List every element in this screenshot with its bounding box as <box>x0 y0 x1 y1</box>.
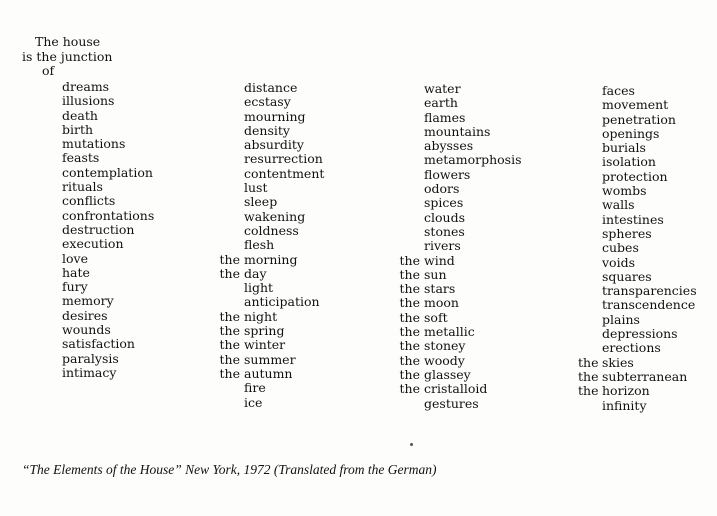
word: earth <box>424 95 458 111</box>
word-entry <box>196 253 324 267</box>
word-entry <box>578 141 697 155</box>
word-column-1 <box>42 80 154 380</box>
word-entry <box>42 294 154 308</box>
word: summer <box>244 351 296 367</box>
intro-phrase <box>0 35 130 79</box>
word-entry <box>196 181 324 195</box>
word: soft <box>424 309 448 325</box>
caption: “The Elements of the House” New York, 1972 (Translated from the German) <box>22 462 437 477</box>
word-entry <box>578 84 697 98</box>
word-entry <box>42 166 154 180</box>
word-entry <box>196 238 324 252</box>
word-entry <box>42 352 154 366</box>
article <box>196 238 244 252</box>
word-entry <box>578 270 697 284</box>
article <box>377 168 424 182</box>
word: feasts <box>62 150 100 166</box>
article <box>377 139 424 153</box>
word-entry <box>196 152 324 166</box>
word-entry <box>578 327 697 341</box>
article <box>196 295 244 309</box>
article <box>42 337 62 351</box>
article <box>578 213 602 227</box>
article <box>377 111 424 125</box>
word: water <box>424 81 461 96</box>
word-column-2 <box>196 81 324 410</box>
word-entry <box>377 239 522 253</box>
word-entry <box>578 341 697 355</box>
article: the <box>399 281 420 297</box>
word-entry <box>42 80 154 94</box>
article <box>42 352 62 366</box>
word-entry <box>42 94 154 108</box>
word: autumn <box>244 365 293 381</box>
article <box>578 284 602 298</box>
word: protection <box>602 168 668 184</box>
word-entry <box>377 354 522 368</box>
word: penetration <box>602 111 676 127</box>
word: stones <box>424 223 465 239</box>
word-entry <box>578 399 697 413</box>
article <box>377 125 424 139</box>
word: wind <box>424 252 455 268</box>
article <box>377 225 424 239</box>
word: sun <box>424 266 447 282</box>
word-entry <box>196 338 324 352</box>
word: transparencies <box>602 283 697 299</box>
article <box>42 280 62 294</box>
article: the <box>578 383 599 399</box>
word: wombs <box>602 183 647 199</box>
word-entry <box>42 280 154 294</box>
word-entry <box>377 196 522 210</box>
word-entry <box>578 155 697 169</box>
article <box>578 399 602 413</box>
word-entry <box>196 295 324 309</box>
word: winter <box>244 337 286 353</box>
article <box>42 323 62 337</box>
article: the <box>578 354 599 370</box>
article: the <box>399 266 420 282</box>
article <box>196 81 244 95</box>
word: love <box>62 250 88 266</box>
word-entry <box>377 282 522 296</box>
article <box>42 194 62 208</box>
article: the <box>219 323 240 339</box>
word: coldness <box>244 222 299 238</box>
word-entry <box>196 138 324 152</box>
word: metamorphosis <box>424 152 522 168</box>
word: wounds <box>62 322 111 338</box>
word: stoney <box>424 338 466 354</box>
word: execution <box>62 236 124 252</box>
word-entry <box>377 211 522 225</box>
word-entry <box>578 184 697 198</box>
article: the <box>219 251 240 267</box>
article <box>42 166 62 180</box>
article <box>196 181 244 195</box>
intro-line: The house <box>35 34 101 49</box>
word: faces <box>602 83 635 98</box>
article <box>196 124 244 138</box>
word: fury <box>62 279 88 295</box>
article: the <box>219 337 240 353</box>
article: the <box>578 368 599 384</box>
article: the <box>399 352 420 368</box>
word-entry <box>42 180 154 194</box>
article <box>42 109 62 123</box>
article: the <box>399 324 420 340</box>
word: mountains <box>424 123 491 139</box>
word-entry <box>196 167 324 181</box>
word: sleep <box>244 194 278 210</box>
article <box>196 167 244 181</box>
word: intestines <box>602 211 664 227</box>
word: depressions <box>602 326 678 342</box>
word-entry <box>377 254 522 268</box>
article <box>42 252 62 266</box>
word-entry <box>196 110 324 124</box>
word-entry <box>578 370 697 384</box>
word: movement <box>602 97 669 113</box>
word-entry <box>377 96 522 110</box>
word: spring <box>244 323 285 339</box>
word-entry <box>42 337 154 351</box>
article <box>578 84 602 98</box>
article <box>196 110 244 124</box>
article <box>196 95 244 109</box>
word-entry <box>377 368 522 382</box>
word: destruction <box>62 221 135 237</box>
word-entry <box>377 325 522 339</box>
word-entry <box>196 324 324 338</box>
word-entry <box>377 111 522 125</box>
word-entry <box>196 267 324 281</box>
article <box>578 298 602 312</box>
word-entry <box>42 151 154 165</box>
article <box>42 237 62 251</box>
word: walls <box>602 197 635 213</box>
article <box>377 153 424 167</box>
article <box>196 224 244 238</box>
article <box>578 113 602 127</box>
word-entry <box>578 284 697 298</box>
word: conflicts <box>62 193 116 209</box>
word-entry <box>377 311 522 325</box>
article: the <box>399 295 420 311</box>
word-entry <box>196 124 324 138</box>
article <box>578 141 602 155</box>
article <box>196 210 244 224</box>
word: squares <box>602 268 652 284</box>
word-entry <box>377 168 522 182</box>
article <box>42 266 62 280</box>
word: light <box>244 280 274 296</box>
word-entry <box>42 252 154 266</box>
word: mutations <box>62 136 126 152</box>
article: the <box>219 265 240 281</box>
word: dreams <box>62 79 110 94</box>
word: subterranean <box>602 368 688 384</box>
word-entry <box>42 366 154 380</box>
word: woody <box>424 352 465 368</box>
article <box>578 127 602 141</box>
word: confrontations <box>62 207 155 223</box>
word: death <box>62 107 98 123</box>
article <box>377 397 424 411</box>
word-entry <box>377 153 522 167</box>
word: transcendence <box>602 297 696 313</box>
article <box>42 151 62 165</box>
word: satisfaction <box>62 336 135 352</box>
word: abysses <box>424 138 474 154</box>
word: metallic <box>424 324 475 340</box>
article <box>196 396 244 410</box>
word-entry <box>196 224 324 238</box>
word-entry <box>42 323 154 337</box>
article <box>578 98 602 112</box>
article <box>196 152 244 166</box>
word: wakening <box>244 208 306 224</box>
word: illusions <box>62 93 115 109</box>
article <box>42 180 62 194</box>
word: voids <box>602 254 636 270</box>
intro-line: of <box>42 63 55 78</box>
print-speck <box>410 443 413 446</box>
article <box>377 211 424 225</box>
word-entry <box>42 209 154 223</box>
article <box>42 94 62 108</box>
word-entry <box>377 296 522 310</box>
word-entry <box>578 298 697 312</box>
article <box>578 170 602 184</box>
article <box>578 241 602 255</box>
article <box>578 341 602 355</box>
word: openings <box>602 125 660 141</box>
word: density <box>244 122 290 138</box>
word: skies <box>602 354 634 370</box>
article <box>196 138 244 152</box>
word-entry <box>578 227 697 241</box>
word-entry <box>196 81 324 95</box>
word: spheres <box>602 225 652 241</box>
word: birth <box>62 121 94 137</box>
word-entry <box>578 170 697 184</box>
word-entry <box>196 367 324 381</box>
article: the <box>219 365 240 381</box>
word-entry <box>196 310 324 324</box>
article <box>578 227 602 241</box>
word: burials <box>602 140 646 156</box>
word-entry <box>42 194 154 208</box>
word-entry <box>377 397 522 411</box>
article <box>42 294 62 308</box>
article <box>42 366 62 380</box>
word: glassey <box>424 366 471 382</box>
word-entry <box>42 237 154 251</box>
word: spices <box>424 195 464 211</box>
word: ecstasy <box>244 94 291 110</box>
word-entry <box>578 241 697 255</box>
word-entry <box>42 309 154 323</box>
article <box>42 137 62 151</box>
article: the <box>399 338 420 354</box>
article <box>42 123 62 137</box>
article <box>578 313 602 327</box>
word: cubes <box>602 240 639 256</box>
word-entry <box>196 281 324 295</box>
word: erections <box>602 340 661 356</box>
word-entry <box>377 382 522 396</box>
word: distance <box>244 80 298 95</box>
word: fire <box>244 380 266 396</box>
article <box>196 381 244 395</box>
word: mourning <box>244 108 306 124</box>
word-entry <box>42 266 154 280</box>
word: anticipation <box>244 294 320 310</box>
word: ice <box>244 394 263 410</box>
word-entry <box>196 381 324 395</box>
word-entry <box>196 353 324 367</box>
word: contemplation <box>62 164 153 180</box>
word-entry <box>377 82 522 96</box>
word: absurdity <box>244 137 304 153</box>
word: clouds <box>424 209 465 225</box>
word-entry <box>42 223 154 237</box>
word: rivers <box>424 238 461 254</box>
word: odors <box>424 181 460 197</box>
article <box>42 80 62 94</box>
word: paralysis <box>62 350 119 366</box>
word: isolation <box>602 154 656 170</box>
article <box>578 256 602 270</box>
word-entry <box>578 113 697 127</box>
word-entry <box>578 213 697 227</box>
word-entry <box>42 109 154 123</box>
word: horizon <box>602 383 650 399</box>
article <box>196 195 244 209</box>
word-entry <box>578 127 697 141</box>
article <box>377 82 424 96</box>
word: lust <box>244 180 268 196</box>
word-entry <box>377 339 522 353</box>
word: flames <box>424 109 466 125</box>
word-entry <box>196 210 324 224</box>
article: the <box>219 351 240 367</box>
word-entry <box>578 356 697 370</box>
word-entry <box>578 198 697 212</box>
word-entry <box>377 139 522 153</box>
word: gestures <box>424 395 479 411</box>
word: flesh <box>244 237 275 253</box>
article: the <box>219 308 240 324</box>
word: day <box>244 265 267 281</box>
word: moon <box>424 295 459 311</box>
word-entry <box>196 396 324 410</box>
article <box>42 209 62 223</box>
article <box>578 270 602 284</box>
article <box>578 198 602 212</box>
article <box>578 184 602 198</box>
word: plains <box>602 311 640 327</box>
article <box>377 239 424 253</box>
word-entry <box>377 225 522 239</box>
word: rituals <box>62 179 103 195</box>
word-entry <box>578 98 697 112</box>
intro-line: is the junction <box>22 48 113 64</box>
article <box>42 223 62 237</box>
word-entry <box>196 95 324 109</box>
article <box>578 327 602 341</box>
word-entry <box>377 268 522 282</box>
word-entry <box>196 195 324 209</box>
article <box>377 196 424 210</box>
word: intimacy <box>62 364 117 380</box>
article <box>377 96 424 110</box>
article: the <box>399 252 420 268</box>
word-entry <box>578 384 697 398</box>
word: stars <box>424 281 456 297</box>
article <box>42 309 62 323</box>
word-column-4 <box>578 84 697 413</box>
word: morning <box>244 251 298 267</box>
article: the <box>399 366 420 382</box>
word-entry <box>578 256 697 270</box>
word-entry <box>42 137 154 151</box>
word: night <box>244 308 278 324</box>
word-entry <box>42 123 154 137</box>
word: infinity <box>602 397 647 413</box>
article: the <box>399 309 420 325</box>
article <box>196 281 244 295</box>
article: the <box>399 381 420 397</box>
word: memory <box>62 293 114 309</box>
word: cristalloid <box>424 381 488 397</box>
word: flowers <box>424 166 471 182</box>
word: resurrection <box>244 151 323 167</box>
article <box>377 182 424 196</box>
word-column-3 <box>377 82 522 411</box>
word: contentment <box>244 165 325 181</box>
word-entry <box>377 182 522 196</box>
word: desires <box>62 307 108 323</box>
word: hate <box>62 264 90 280</box>
word-entry <box>377 125 522 139</box>
word-entry <box>578 313 697 327</box>
article <box>578 155 602 169</box>
